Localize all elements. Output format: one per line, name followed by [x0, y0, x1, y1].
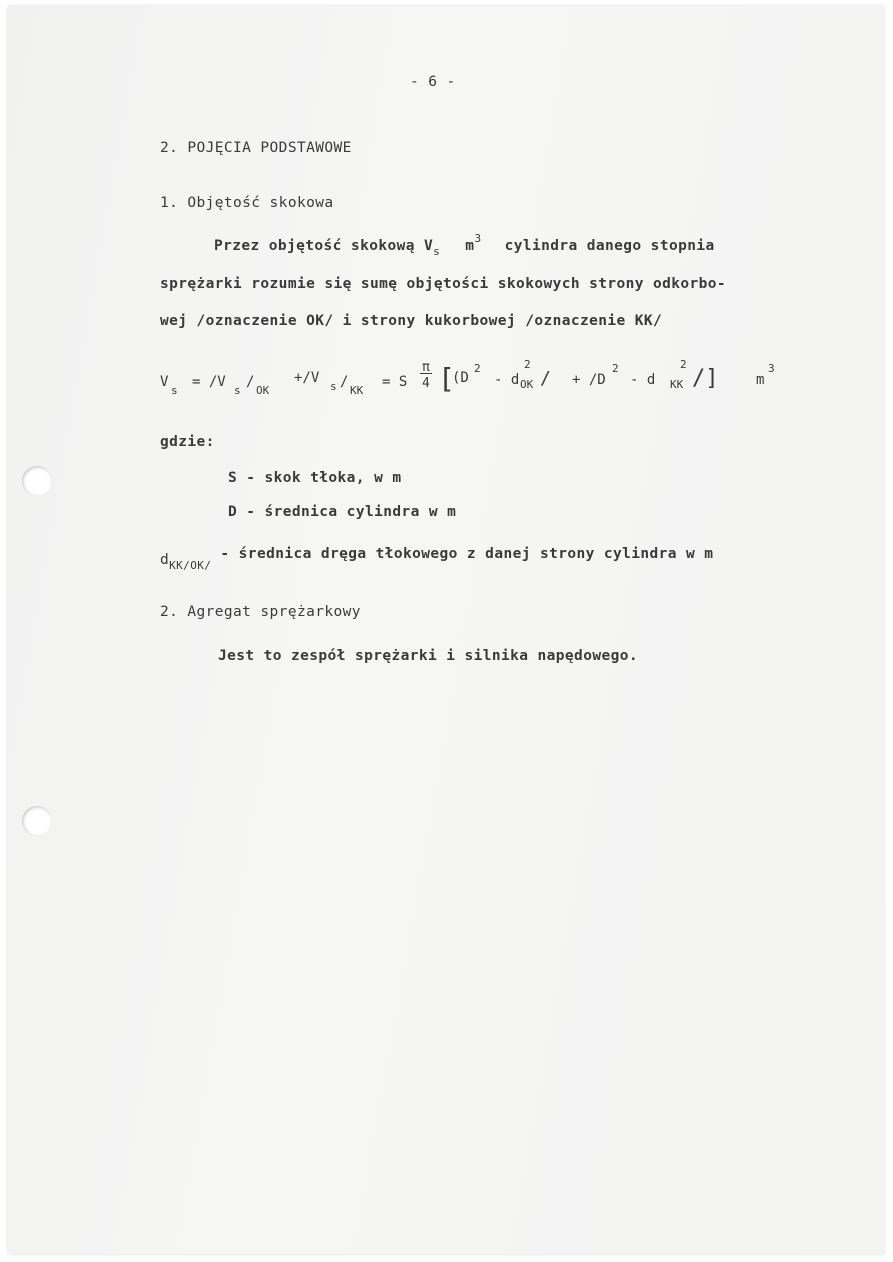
para-line1: [214, 232, 715, 258]
dkk-symbol: d: [160, 552, 170, 568]
f-kk-sub: KK: [350, 384, 364, 397]
f-d1: (D: [452, 370, 469, 386]
f-bracket-open: [: [438, 362, 455, 395]
f-s1: s: [234, 384, 241, 397]
f-frac-bar: [420, 373, 432, 374]
item1-heading: 1. Objętość skokowa: [160, 195, 334, 211]
f-dok-sub: OK: [520, 378, 534, 391]
para-line3: wej /oznaczenie OK/ i strony kukorbowej /oznaczenie KK/: [160, 313, 663, 329]
f-four: 4: [422, 376, 430, 391]
f-slash1: /: [246, 374, 255, 390]
para-line1-a: Przez objętość skokową V: [214, 238, 434, 254]
document-page: [8, 6, 884, 1254]
f-eq2: = S: [382, 374, 408, 390]
vs-subscript: s: [433, 245, 441, 258]
f-lhs-sub: s: [171, 384, 178, 397]
para-line2: sprężarki rozumie się sumę objętości skokowych strony odkorbo-: [160, 276, 727, 292]
f-ok-sub: OK: [256, 384, 270, 397]
f-d-sq1: 2: [474, 362, 481, 375]
f-minus2: - d: [630, 372, 656, 388]
punch-hole: [22, 806, 52, 836]
f-unit: m: [756, 372, 765, 388]
page-number: - 6 -: [410, 74, 456, 90]
unit-sup: 3: [474, 232, 482, 245]
s-definition: S - skok tłoka, w m: [228, 470, 402, 486]
f-close1: /: [540, 368, 551, 389]
f-eq1: = /V: [192, 374, 226, 390]
punch-hole: [22, 466, 52, 496]
f-plus2: + /D: [572, 372, 606, 388]
f-slash2: /: [340, 374, 349, 390]
f-pi: π: [422, 360, 430, 375]
para-line1-b: cylindra danego stopnia: [504, 238, 715, 254]
f-dkk-sup: 2: [680, 358, 687, 371]
section-title: 2. POJĘCIA PODSTAWOWE: [160, 140, 352, 156]
f-minus1: - d: [494, 372, 520, 388]
f-d-sq2: 2: [612, 362, 619, 375]
dkk-definition: [160, 546, 714, 572]
item2-text: Jest to zespół sprężarki i silnika napędowego.: [218, 648, 638, 664]
f-close2: /]: [692, 366, 719, 391]
item2-heading: 2. Agregat sprężarkowy: [160, 604, 361, 620]
where-label: gdzie:: [160, 434, 215, 450]
unit-m: m: [465, 238, 475, 254]
formula: [160, 356, 800, 416]
dkk-text: - średnica dręga tłokowego z danej strony cylindra w m: [220, 546, 714, 562]
f-unit-sup: 3: [768, 362, 775, 375]
d-definition: D - średnica cylindra w m: [228, 504, 457, 520]
f-lhs: V: [160, 374, 169, 390]
f-dkk-sub: KK: [670, 378, 684, 391]
f-plus1: +/V: [294, 370, 320, 386]
dkk-subscript: KK/OK/: [169, 559, 212, 572]
f-s2: s: [330, 380, 337, 393]
f-dok-sup: 2: [524, 358, 531, 371]
